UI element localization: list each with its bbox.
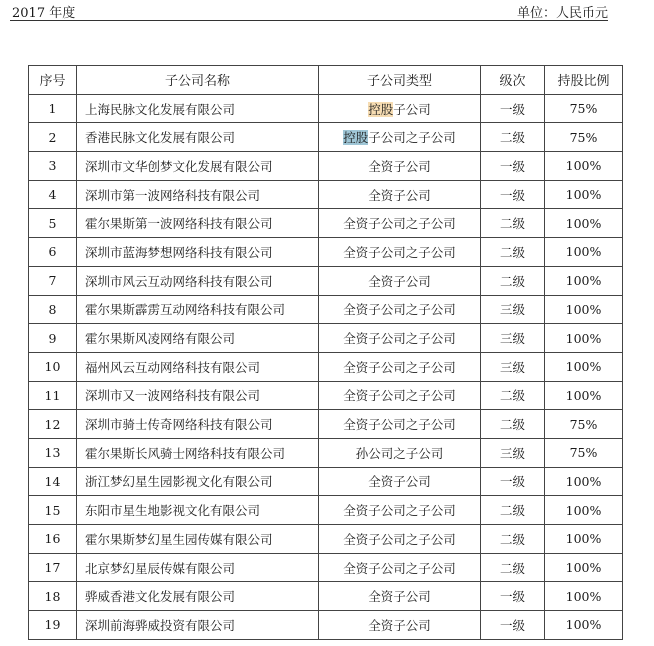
cell-company-name: 浙江梦幻星生园影视文化有限公司 bbox=[77, 467, 319, 496]
cell-level: 一级 bbox=[481, 152, 545, 181]
highlighted-text: 控股 bbox=[343, 130, 369, 146]
cell-company-type: 全资子公司 bbox=[319, 180, 481, 209]
table-row bbox=[29, 266, 623, 295]
cell-index: 5 bbox=[29, 209, 77, 238]
cell-company-name: 深圳前海骅威投资有限公司 bbox=[77, 611, 319, 640]
cell-company-type: 全资子公司之子公司 bbox=[319, 410, 481, 439]
cell-company-type: 全资子公司之子公司 bbox=[319, 553, 481, 582]
table-row bbox=[29, 496, 623, 525]
cell-index: 3 bbox=[29, 152, 77, 181]
table-header-row bbox=[29, 66, 623, 95]
cell-company-type: 全资子公司之子公司 bbox=[319, 381, 481, 410]
cell-index: 14 bbox=[29, 467, 77, 496]
cell-index: 6 bbox=[29, 238, 77, 267]
cell-company-name: 深圳市第一波网络科技有限公司 bbox=[77, 180, 319, 209]
cell-company-name: 霍尔果斯第一波网络科技有限公司 bbox=[77, 209, 319, 238]
table-row bbox=[29, 123, 623, 152]
report-header bbox=[10, 0, 608, 21]
table-row bbox=[29, 180, 623, 209]
subsidiary-table bbox=[28, 65, 623, 640]
cell-company-type: 全资子公司 bbox=[319, 266, 481, 295]
column-header-ratio: 持股比例 bbox=[545, 66, 623, 95]
cell-level: 三级 bbox=[481, 352, 545, 381]
cell-index: 17 bbox=[29, 553, 77, 582]
cell-company-name: 上海民脉文化发展有限公司 bbox=[77, 94, 319, 123]
cell-index: 9 bbox=[29, 324, 77, 353]
column-header-level: 级次 bbox=[481, 66, 545, 95]
cell-index: 10 bbox=[29, 352, 77, 381]
cell-holding-ratio: 100% bbox=[545, 525, 623, 554]
currency-unit: 单位：人民币元 bbox=[516, 6, 608, 21]
cell-level: 一级 bbox=[481, 180, 545, 209]
cell-level: 二级 bbox=[481, 496, 545, 525]
cell-company-type: 全资子公司之子公司 bbox=[319, 238, 481, 267]
cell-company-type bbox=[319, 94, 481, 123]
cell-index: 7 bbox=[29, 266, 77, 295]
column-header-name: 子公司名称 bbox=[77, 66, 319, 95]
cell-holding-ratio: 100% bbox=[545, 266, 623, 295]
table-row bbox=[29, 525, 623, 554]
table-row bbox=[29, 467, 623, 496]
table-row bbox=[29, 410, 623, 439]
cell-holding-ratio: 100% bbox=[545, 352, 623, 381]
cell-company-type: 全资子公司之子公司 bbox=[319, 496, 481, 525]
cell-holding-ratio: 75% bbox=[545, 123, 623, 152]
cell-level: 二级 bbox=[481, 553, 545, 582]
cell-index: 16 bbox=[29, 525, 77, 554]
table-row bbox=[29, 324, 623, 353]
table-row bbox=[29, 582, 623, 611]
cell-company-type: 全资子公司 bbox=[319, 611, 481, 640]
cell-holding-ratio: 100% bbox=[545, 152, 623, 181]
cell-index: 19 bbox=[29, 611, 77, 640]
cell-company-type bbox=[319, 123, 481, 152]
cell-company-type: 全资子公司之子公司 bbox=[319, 209, 481, 238]
table-row bbox=[29, 352, 623, 381]
table-row bbox=[29, 553, 623, 582]
cell-level: 一级 bbox=[481, 94, 545, 123]
cell-holding-ratio: 100% bbox=[545, 582, 623, 611]
highlighted-text: 控股 bbox=[368, 101, 394, 117]
cell-index: 2 bbox=[29, 123, 77, 152]
cell-company-type: 全资子公司之子公司 bbox=[319, 525, 481, 554]
table-row bbox=[29, 438, 623, 467]
cell-company-name: 福州风云互动网络科技有限公司 bbox=[77, 352, 319, 381]
cell-level: 二级 bbox=[481, 381, 545, 410]
cell-company-name: 香港民脉文化发展有限公司 bbox=[77, 123, 319, 152]
cell-level: 二级 bbox=[481, 410, 545, 439]
cell-index: 15 bbox=[29, 496, 77, 525]
cell-index: 18 bbox=[29, 582, 77, 611]
table-row bbox=[29, 209, 623, 238]
cell-level: 二级 bbox=[481, 238, 545, 267]
cell-company-type: 全资子公司之子公司 bbox=[319, 324, 481, 353]
cell-holding-ratio: 100% bbox=[545, 180, 623, 209]
cell-holding-ratio: 75% bbox=[545, 94, 623, 123]
table-row bbox=[29, 295, 623, 324]
cell-company-name: 霍尔果斯梦幻星生园传媒有限公司 bbox=[77, 525, 319, 554]
cell-company-name: 深圳市骑士传奇网络科技有限公司 bbox=[77, 410, 319, 439]
cell-holding-ratio: 100% bbox=[545, 324, 623, 353]
cell-level: 二级 bbox=[481, 525, 545, 554]
cell-level: 二级 bbox=[481, 209, 545, 238]
cell-holding-ratio: 100% bbox=[545, 467, 623, 496]
cell-company-type: 全资子公司 bbox=[319, 582, 481, 611]
table-row bbox=[29, 238, 623, 267]
cell-company-type: 孙公司之子公司 bbox=[319, 438, 481, 467]
cell-holding-ratio: 100% bbox=[545, 381, 623, 410]
cell-level: 二级 bbox=[481, 266, 545, 295]
cell-company-name: 霍尔果斯霹雳互动网络科技有限公司 bbox=[77, 295, 319, 324]
cell-company-type: 全资子公司 bbox=[319, 467, 481, 496]
column-header-type: 子公司类型 bbox=[319, 66, 481, 95]
cell-company-name: 霍尔果斯风凌网络有限公司 bbox=[77, 324, 319, 353]
cell-holding-ratio: 100% bbox=[545, 496, 623, 525]
cell-index: 8 bbox=[29, 295, 77, 324]
cell-holding-ratio: 100% bbox=[545, 209, 623, 238]
cell-index: 13 bbox=[29, 438, 77, 467]
cell-company-name: 东阳市星生地影视文化有限公司 bbox=[77, 496, 319, 525]
cell-company-name: 深圳市蓝海梦想网络科技有限公司 bbox=[77, 238, 319, 267]
cell-company-name: 深圳市风云互动网络科技有限公司 bbox=[77, 266, 319, 295]
cell-index: 12 bbox=[29, 410, 77, 439]
cell-holding-ratio: 100% bbox=[545, 611, 623, 640]
column-header-no: 序号 bbox=[29, 66, 77, 95]
table-row bbox=[29, 152, 623, 181]
cell-holding-ratio: 75% bbox=[545, 438, 623, 467]
cell-company-name: 深圳市文华创梦文化发展有限公司 bbox=[77, 152, 319, 181]
table-body bbox=[29, 94, 623, 639]
table-row bbox=[29, 381, 623, 410]
cell-index: 11 bbox=[29, 381, 77, 410]
type-remainder: 子公司之子公司 bbox=[368, 130, 456, 146]
cell-level: 一级 bbox=[481, 582, 545, 611]
cell-level: 一级 bbox=[481, 467, 545, 496]
cell-level: 二级 bbox=[481, 123, 545, 152]
cell-index: 4 bbox=[29, 180, 77, 209]
cell-holding-ratio: 100% bbox=[545, 295, 623, 324]
cell-company-name: 霍尔果斯长风骑士网络科技有限公司 bbox=[77, 438, 319, 467]
cell-company-type: 全资子公司之子公司 bbox=[319, 352, 481, 381]
type-remainder: 子公司 bbox=[393, 101, 431, 117]
cell-company-type: 全资子公司之子公司 bbox=[319, 295, 481, 324]
cell-company-name: 骅威香港文化发展有限公司 bbox=[77, 582, 319, 611]
cell-level: 三级 bbox=[481, 295, 545, 324]
cell-company-name: 北京梦幻星辰传媒有限公司 bbox=[77, 553, 319, 582]
table-row bbox=[29, 611, 623, 640]
cell-company-name: 深圳市又一波网络科技有限公司 bbox=[77, 381, 319, 410]
cell-holding-ratio: 100% bbox=[545, 553, 623, 582]
cell-company-type: 全资子公司 bbox=[319, 152, 481, 181]
cell-level: 一级 bbox=[481, 611, 545, 640]
cell-level: 三级 bbox=[481, 438, 545, 467]
cell-holding-ratio: 100% bbox=[545, 238, 623, 267]
cell-index: 1 bbox=[29, 94, 77, 123]
cell-level: 三级 bbox=[481, 324, 545, 353]
report-year: 2017 年度 bbox=[12, 6, 76, 21]
table-row bbox=[29, 94, 623, 123]
cell-holding-ratio: 75% bbox=[545, 410, 623, 439]
